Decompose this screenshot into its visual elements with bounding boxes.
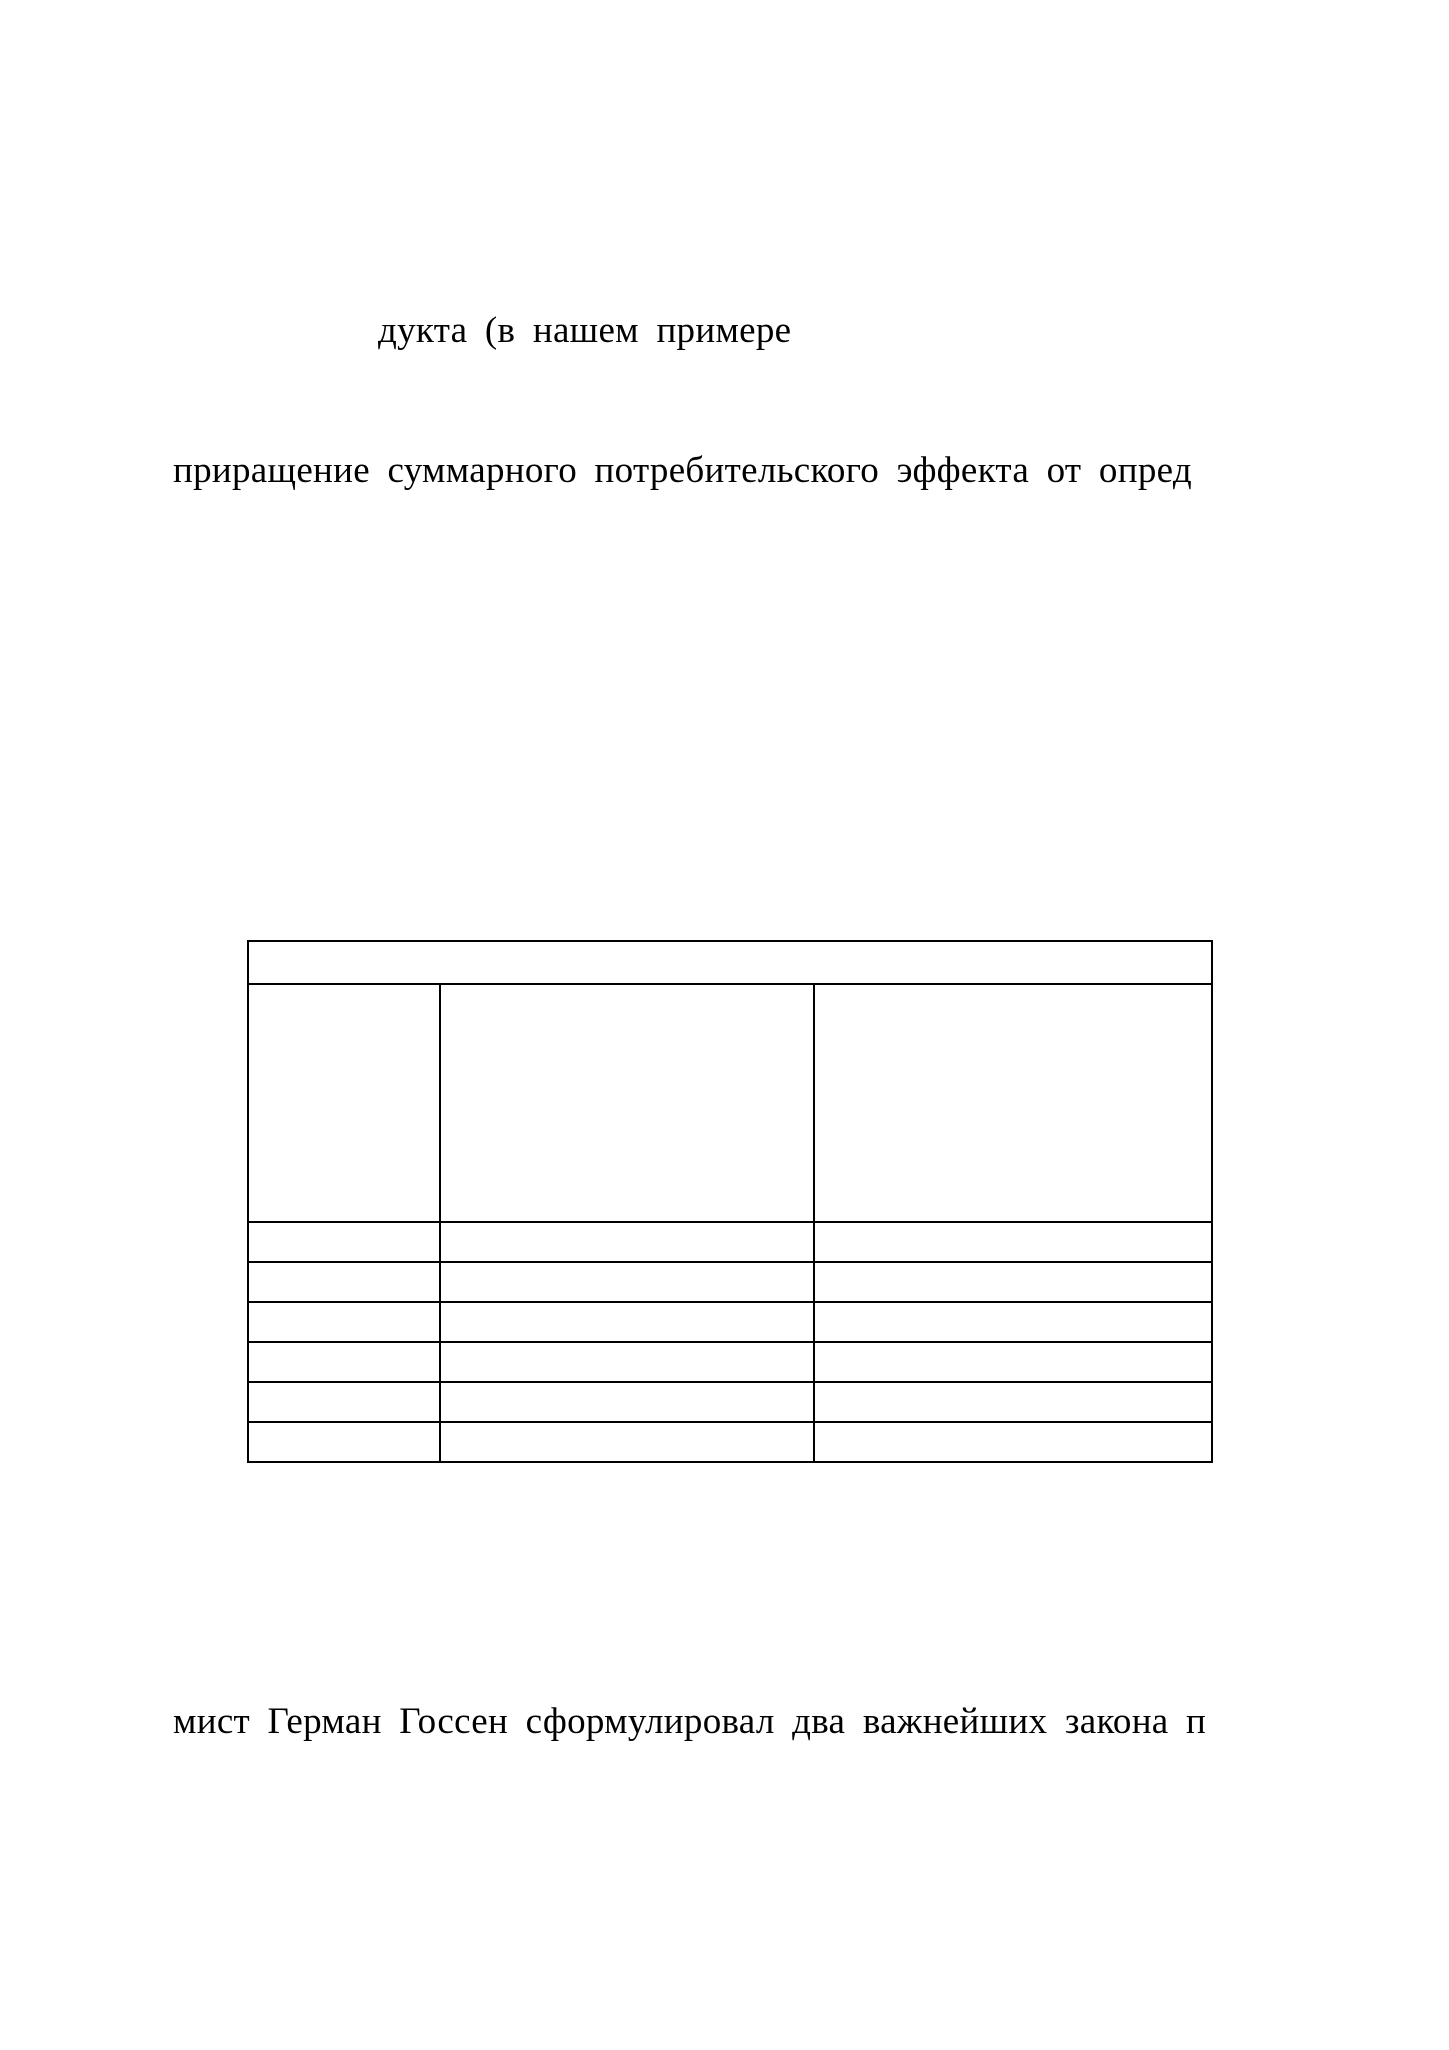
table-cell xyxy=(814,1342,1212,1382)
table-container xyxy=(247,940,1211,1463)
text-line-2: приращение суммарного потребительского эффекта от опред xyxy=(173,450,1192,491)
table-row xyxy=(248,1422,1212,1462)
table-title-row xyxy=(248,941,1212,984)
table-row xyxy=(248,1222,1212,1262)
table-header-cell xyxy=(248,984,440,1222)
table-cell xyxy=(814,1302,1212,1342)
table-cell xyxy=(248,1422,440,1462)
data-table xyxy=(247,940,1213,1463)
table-title-cell xyxy=(248,941,1212,984)
table-cell xyxy=(248,1222,440,1262)
table-cell xyxy=(440,1422,814,1462)
table-cell xyxy=(814,1422,1212,1462)
table-cell xyxy=(248,1342,440,1382)
table-cell xyxy=(248,1262,440,1302)
text-line-1: дукта (в нашем примере xyxy=(378,310,792,351)
table-cell xyxy=(814,1382,1212,1422)
table-cell xyxy=(440,1222,814,1262)
table-row xyxy=(248,1382,1212,1422)
table-cell xyxy=(814,1222,1212,1262)
table-cell xyxy=(440,1382,814,1422)
table-cell xyxy=(248,1382,440,1422)
table-row xyxy=(248,1262,1212,1302)
table-row xyxy=(248,1302,1212,1342)
table-header-row xyxy=(248,984,1212,1222)
text-line-3: мист Герман Госсен сформулировал два важнейших закона п xyxy=(173,1701,1207,1742)
table-cell xyxy=(814,1262,1212,1302)
table-cell xyxy=(440,1262,814,1302)
table-row xyxy=(248,1342,1212,1382)
table-cell xyxy=(440,1342,814,1382)
table-cell xyxy=(248,1302,440,1342)
table-cell xyxy=(440,1302,814,1342)
table-header-cell xyxy=(440,984,814,1222)
table-header-cell xyxy=(814,984,1212,1222)
